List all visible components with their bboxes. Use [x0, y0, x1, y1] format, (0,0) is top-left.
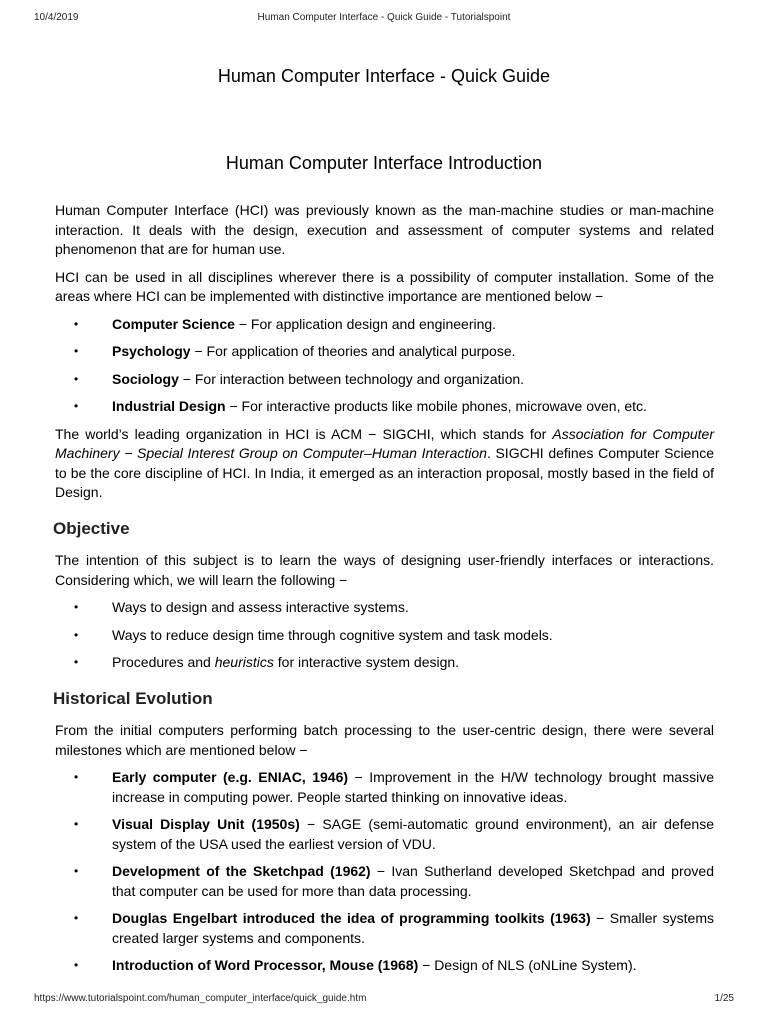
- list-item-desc: − SAGE (semi-automatic ground environment), an air defense system of the USA used the earliest version of VDU.: [112, 816, 714, 852]
- list-item-term: Douglas Engelbart introduced the idea of programming toolkits (1963): [112, 910, 591, 926]
- list-item-desc: − For interactive products like mobile phones, microwave oven, etc.: [225, 398, 647, 414]
- print-date: 10/4/2019: [34, 12, 79, 23]
- bullet-icon: •: [74, 770, 79, 784]
- list-item: [55, 815, 714, 854]
- list-item-desc: − Improvement in the H/W technology brought massive increase in computing power. People started thinking on innovative ideas.: [112, 769, 714, 805]
- list-item-term: Visual Display Unit (1950s): [112, 816, 300, 832]
- list-item-text: Ways to design and assess interactive systems.: [112, 599, 409, 615]
- page-number: 1/25: [714, 993, 734, 1004]
- list-item-desc: − Design of NLS (oNLine System).: [418, 957, 637, 973]
- list-item-term: Development of the Sketchpad (1962): [112, 863, 371, 879]
- print-doc-title: Human Computer Interface - Quick Guide - Tutorialspoint: [257, 12, 511, 23]
- intro-paragraph-1: Human Computer Interface (HCI) was previously known as the man-machine studies or man-machine interaction. It deals with the design, execution and assessment of computer systems and related phenomenon that are for human use.: [55, 202, 714, 257]
- italic-text: heuristics: [214, 654, 274, 670]
- list-item-term: Computer Science: [112, 315, 235, 332]
- list-item: [55, 909, 714, 948]
- print-footer: [0, 993, 768, 1009]
- list-item: [55, 370, 714, 390]
- bullet-icon: •: [74, 600, 79, 614]
- list-item-desc: − Smaller systems created larger systems and components.: [112, 910, 714, 946]
- bullet-icon: •: [74, 627, 79, 642]
- text-span: . SIGCHI defines Computer Science to be the core discipline of HCI. In India, it emerged as an interaction proposal, mostly based in the field of Design.: [55, 445, 714, 500]
- list-item-term: Industrial Design: [112, 398, 226, 414]
- list-item: [55, 768, 714, 807]
- italic-text: Association for Computer Machinery − Special Interest Group on Computer–Human Interaction: [55, 425, 714, 461]
- list-item-text: Ways to reduce design time through cognitive system and task models.: [112, 626, 553, 643]
- list-item-term: Early computer (e.g. ENIAC, 1946): [112, 769, 349, 785]
- objective-list: [55, 598, 714, 673]
- list-item: [55, 862, 714, 901]
- intro-paragraph-3: [55, 425, 714, 503]
- list-item: [55, 653, 714, 673]
- section-title: Human Computer Interface Introduction: [225, 153, 543, 173]
- bullet-icon: •: [74, 817, 79, 831]
- print-header: [0, 12, 768, 28]
- bullet-icon: •: [74, 958, 79, 972]
- history-list: [55, 768, 714, 976]
- bullet-icon: •: [74, 399, 79, 413]
- list-item-desc: − Ivan Sutherland developed Sketchpad and proved that computer can be used for more than data processing.: [112, 863, 714, 899]
- bullet-icon: •: [74, 864, 79, 878]
- list-item: [55, 397, 714, 417]
- text-span: The world’s leading organization in HCI is ACM − SIGCHI, which stands for: [55, 425, 553, 442]
- list-item-desc: − For interaction between technology and organization.: [178, 370, 525, 387]
- list-item-term: Sociology: [112, 370, 179, 387]
- objective-heading: Objective: [53, 518, 130, 538]
- bullet-icon: •: [74, 371, 79, 386]
- list-item-desc: − For application design and engineering.: [234, 315, 497, 332]
- list-item-term: Introduction of Word Processor, Mouse (1968): [112, 957, 419, 973]
- bullet-icon: •: [74, 316, 79, 331]
- list-item: [55, 626, 714, 646]
- list-item: [55, 315, 714, 335]
- list-item-term: Psychology: [112, 343, 191, 359]
- text-span: Procedures and: [112, 654, 215, 670]
- list-item: [55, 598, 714, 618]
- list-item-desc: − For application of theories and analytical purpose.: [190, 343, 516, 359]
- history-heading: Historical Evolution: [53, 688, 213, 708]
- bullet-icon: •: [74, 344, 79, 358]
- intro-paragraph-2: HCI can be used in all disciplines wherever there is a possibility of computer installation. Some of the areas where HCI can be implemented with distinctive importance are mentioned below −: [55, 268, 714, 304]
- article-content: [55, 201, 714, 984]
- print-url-link[interactable]: https://www.tutorialspoint.com/human_computer_interface/quick_guide.htm: [34, 993, 367, 1004]
- text-span: for interactive system design.: [273, 654, 460, 670]
- bullet-icon: •: [74, 655, 79, 669]
- history-paragraph: From the initial computers performing batch processing to the user-centric design, there were several milestones which are mentioned below −: [55, 722, 714, 758]
- objective-paragraph: The intention of this subject is to learn the ways of designing user-friendly interfaces or interactions. Considering which, we will learn the following −: [55, 552, 714, 588]
- list-item: [55, 342, 714, 362]
- page-title: Human Computer Interface - Quick Guide: [217, 66, 551, 86]
- bullet-icon: •: [74, 911, 79, 925]
- list-item: [55, 956, 714, 976]
- hci-areas-list: [55, 315, 714, 417]
